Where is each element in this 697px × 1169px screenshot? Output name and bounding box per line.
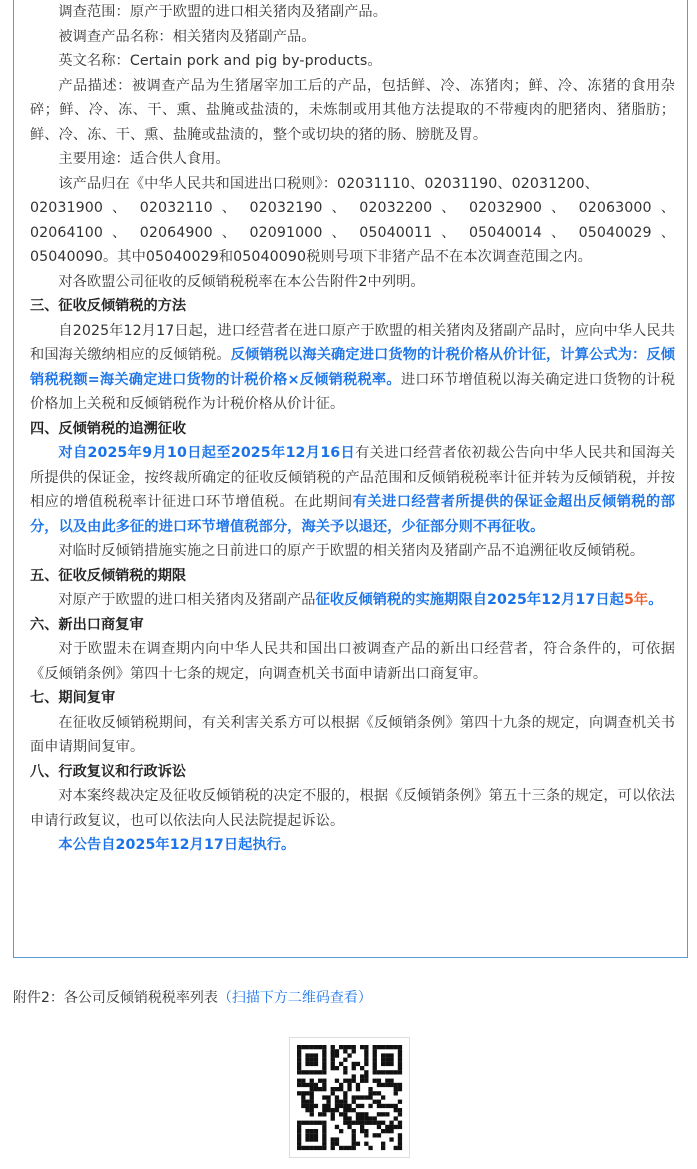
section-3-title: 三、征收反倾销税的方法 bbox=[30, 298, 187, 314]
section-4-highlight-2: 有关进口经营者所提供的保证金超出反倾销税的部分，以及由此多征的进口环节增值税部分，海关予以退还，少征部分则不再征收。 bbox=[30, 494, 676, 535]
section-8-title: 八、行政复议和行政诉讼 bbox=[30, 763, 187, 780]
section-6-title: 六、新出口商复审 bbox=[30, 616, 144, 633]
section-5-body bbox=[30, 588, 675, 613]
section-4-text-1: 有关进口经营者依初裁公告向中华人民共和国海关所提供的保证金，按终裁所确定的征收反倾销税的产品范围和反倾销税税率计征并转为反倾销税，并按相应的增值税税率计征进口环节增值税。在此期间 bbox=[30, 445, 675, 510]
qr-code-image bbox=[290, 1038, 409, 1157]
section-6-body: 对于欧盟未在调查期内向中华人民共和国出口被调查产品的新出口经营者，符合条件的，可依据《反倾销条例》第四十七条的规定，向调查机关书面申请新出口商复审。 bbox=[30, 641, 675, 682]
section-3-text-2: 进口环节增值税以海关确定进口货物的计税价格加上关税和反倾销税作为计税价格从价计征。 bbox=[30, 371, 675, 412]
section-3-body bbox=[30, 319, 675, 417]
tariff-line-4: 05040090。其中05040029和05040090税则号项下非猪产品不在本次调查范围之内。 bbox=[30, 249, 592, 265]
section-8-body: 对本案终裁决定及征收反倾销税的决定不服的，根据《反倾销条例》第五十三条的规定，可以依法申请行政复议，也可以依法向人民法院提起诉讼。 bbox=[30, 788, 675, 829]
tariff-line-2: 02031900 、 02032110 、 02032190 、 02032200 、 02032900 、 02063000 、 bbox=[30, 200, 675, 216]
qr-code[interactable] bbox=[289, 1037, 410, 1158]
effective-date-line bbox=[30, 833, 675, 858]
attachment-label: 附件2：各公司反倾销税税率列表 bbox=[13, 990, 218, 1006]
section-3-text-1: 自2025年12月17日起，进口经营者在进口原产于欧盟的相关猪肉及猪副产品时，应向中华人民共和国海关缴纳相应的反倾销税。 bbox=[30, 322, 675, 363]
attachment-line bbox=[13, 987, 372, 1009]
tariff-line-3: 02064100 、 02064900 、 02091000 、 05040011 、 05040014 、 05040029 、 bbox=[30, 224, 675, 241]
section-7-title: 七、期间复审 bbox=[30, 690, 116, 706]
scope-line: 调查范围：原产于欧盟的进口相关猪肉及猪副产品。 bbox=[58, 4, 388, 20]
section-4-title: 四、反倾销税的追溯征收 bbox=[30, 420, 187, 437]
section-5-text: 对原产于欧盟的进口相关猪肉及猪副产品 bbox=[58, 592, 316, 608]
effective-date: 本公告自2025年12月17日起执行。 bbox=[58, 837, 296, 853]
section-5-highlight: 征收反倾销税的实施期限自2025年12月17日起 bbox=[315, 592, 624, 608]
section-4-body-2: 对临时反倾销措施实施之日前进口的原产于欧盟的相关猪肉及猪副产品不追溯征收反倾销税。 bbox=[58, 543, 645, 559]
section-5-end: 。 bbox=[648, 592, 663, 608]
announcement-panel bbox=[13, 0, 688, 958]
product-description: 产品描述：被调查产品为生猪屠宰加工后的产品，包括鲜、冷、冻猪肉；鲜、冷、冻猪的食用杂碎；鲜、冷、冻、干、熏、盐腌或盐渍的，未炼制或用其他方法提取的不带瘦肉的肥猪肉、猪脂肪；鲜、冷、冻、干、熏、盐腌或盐渍的，整个或切块的猪的肠、膀胱及胃。 bbox=[30, 77, 675, 143]
section-5-period: 5年 bbox=[623, 592, 649, 608]
product-name-line: 被调查产品名称：相关猪肉及猪副产品。 bbox=[58, 28, 316, 45]
section-7-body: 在征收反倾销税期间，有关利害关系方可以根据《反倾销条例》第四十九条的规定，向调查机关书面申请期间复审。 bbox=[30, 714, 675, 755]
section-3-highlight: 反倾销税以海关确定进口货物的计税价格从价计征，计算公式为：反倾销税税额=海关确定进口货物的计税价格×反倾销税税率。 bbox=[30, 347, 675, 388]
section-4-highlight-1: 对自2025年9月10日起至2025年12月16日 bbox=[58, 445, 356, 461]
tariff-line-1: 该产品归在《中华人民共和国进出口税则》：02031110、02031190、02031200、 bbox=[58, 175, 599, 192]
rate-note-line: 对各欧盟公司征收的反倾销税税率在本公告附件2中列明。 bbox=[58, 273, 425, 290]
main-use-line: 主要用途：适合供人食用。 bbox=[58, 151, 230, 167]
english-name-line: 英文名称：Certain pork and pig by-products。 bbox=[58, 53, 382, 69]
attachment-hint: （扫描下方二维码查看） bbox=[217, 990, 372, 1006]
section-4-body bbox=[30, 441, 675, 539]
section-5-title: 五、征收反倾销税的期限 bbox=[30, 567, 187, 584]
